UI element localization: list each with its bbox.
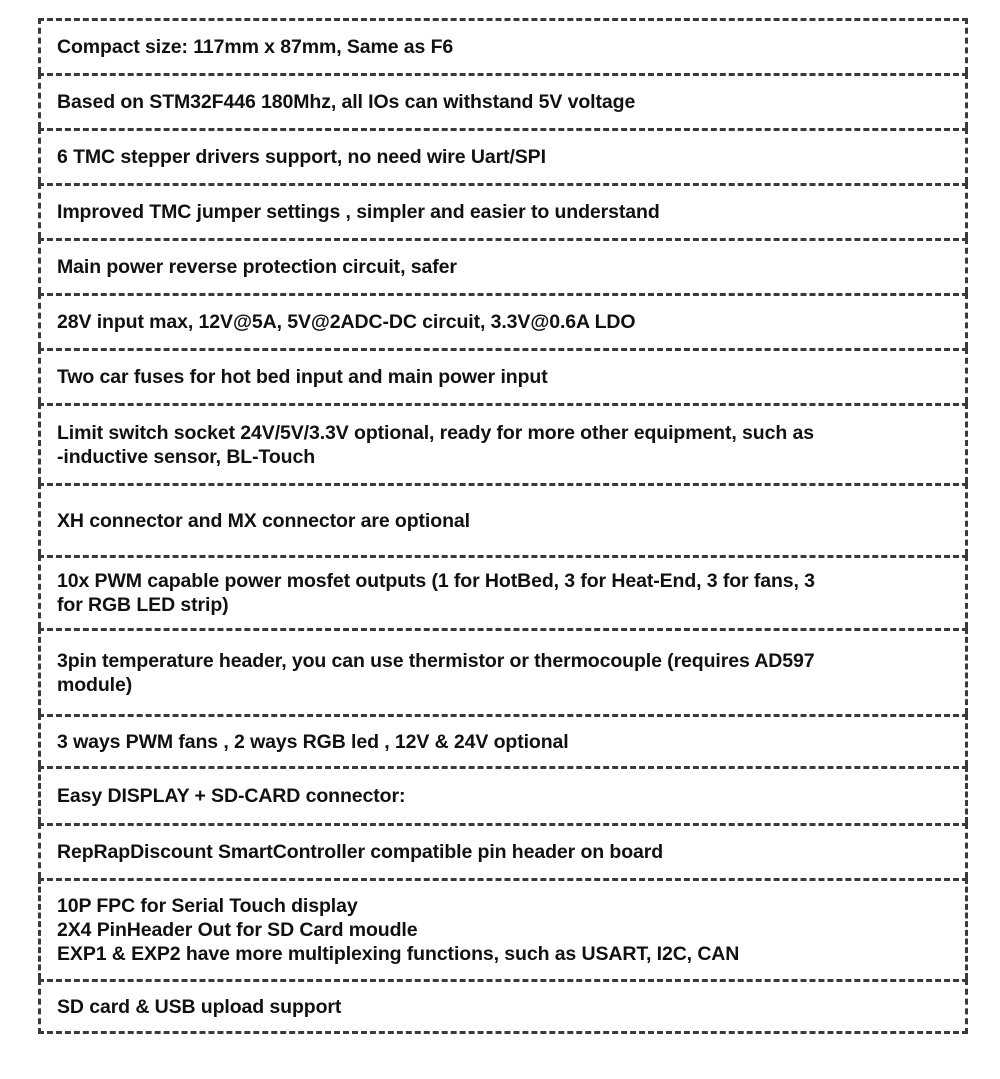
feature-text: 3pin temperature header, you can use thermistor or thermocouple (requires AD597 module) — [57, 649, 815, 696]
feature-text: 3 ways PWM fans , 2 ways RGB led , 12V & 24V optional — [57, 730, 569, 753]
feature-text: Limit switch socket 24V/5V/3.3V optional, ready for more other equipment, such as -inductive sensor, BL-Touch — [57, 421, 814, 468]
feature-text: 10P FPC for Serial Touch display 2X4 PinHeader Out for SD Card moudle EXP1 & EXP2 have more multiplexing functions, such as USART, I2C, CAN — [57, 895, 740, 965]
feature-row-compact-size — [38, 18, 968, 73]
feature-row-display-interfaces — [38, 878, 968, 979]
feature-row-connectors — [38, 483, 968, 555]
feature-text: Based on STM32F446 180Mhz, all IOs can withstand 5V voltage — [57, 91, 636, 113]
feature-row-reverse-protection — [38, 238, 968, 293]
feature-text: Easy DISPLAY + SD-CARD connector: — [57, 785, 406, 807]
feature-list — [38, 18, 968, 1034]
feature-text: 6 TMC stepper drivers support, no need wire Uart/SPI — [57, 146, 546, 168]
feature-text: SD card & USB upload support — [57, 995, 342, 1018]
feature-row-tmc-drivers — [38, 128, 968, 183]
feature-text: RepRapDiscount SmartController compatible pin header on board — [57, 841, 664, 863]
feature-row-smartcontroller — [38, 823, 968, 878]
feature-text: Improved TMC jumper settings , simpler and easier to understand — [57, 201, 660, 223]
feature-row-temperature-header — [38, 628, 968, 714]
feature-row-power-input — [38, 293, 968, 348]
feature-text: XH connector and MX connector are optional — [57, 509, 470, 532]
feature-text: 28V input max, 12V@5A, 5V@2ADC-DC circuit, 3.3V@0.6A LDO — [57, 311, 636, 333]
feature-row-car-fuses — [38, 348, 968, 403]
feature-row-fans-leds — [38, 714, 968, 766]
feature-text: Compact size: 117mm x 87mm, Same as F6 — [57, 36, 454, 58]
feature-row-tmc-jumpers — [38, 183, 968, 238]
feature-row-display-connector — [38, 766, 968, 823]
feature-row-mcu — [38, 73, 968, 128]
feature-text: 10x PWM capable power mosfet outputs (1 for HotBed, 3 for Heat-End, 3 for fans, 3 for RGB LED strip) — [57, 570, 815, 616]
feature-row-sd-usb-upload — [38, 979, 968, 1034]
feature-text: Two car fuses for hot bed input and main power input — [57, 366, 548, 388]
feature-text: Main power reverse protection circuit, safer — [57, 256, 457, 278]
feature-row-limit-switch — [38, 403, 968, 483]
feature-row-pwm-mosfets — [38, 555, 968, 628]
